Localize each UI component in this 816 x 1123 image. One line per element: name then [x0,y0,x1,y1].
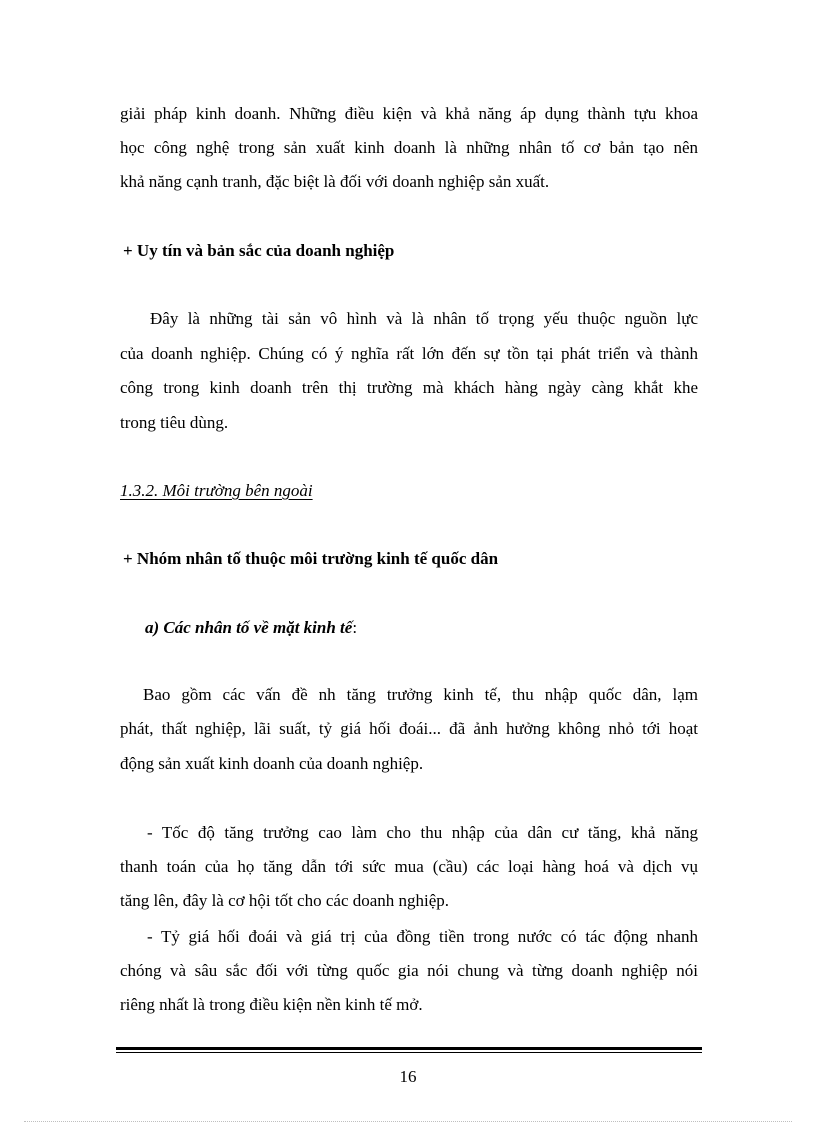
page-boundary-line [24,1121,792,1122]
paragraph-4-line-3: tăng lên, đây là cơ hội tốt cho các doanh nghiệp. [120,891,450,910]
paragraph-4-line-1: - Tốc độ tăng trưởng cao làm cho thu nhập của dân cư tăng, khả năng [147,823,698,842]
paragraph-1-line-3: khả năng cạnh tranh, đặc biệt là đối với doanh nghiệp sản xuất. [120,172,550,191]
paragraph-5-line-1: - Tỷ giá hối đoái và giá trị của đồng tiền trong nước có tác động nhanh [147,927,698,946]
heading-macro-environment: + Nhóm nhân tố thuộc môi trường kinh tế quốc dân [123,549,499,568]
section-title: 1.3.2. Môi trường bên ngoài [120,481,313,500]
footer-rule-thick [116,1047,702,1050]
heading-reputation: + Uy tín và bản sắc của doanh nghiệp [123,241,395,260]
paragraph-4-line-2: thanh toán của họ tăng dẫn tới sức mua (cầu) các loại hàng hoá và dịch vụ [120,857,698,876]
paragraph-5-line-3: riêng nhất là trong điều kiện nền kinh tế mở. [120,995,423,1014]
paragraph-1-line-2: học công nghệ trong sản xuất kinh doanh là những nhân tố cơ bản tạo nên [120,138,698,157]
footer-rule-thin [116,1052,702,1053]
subheading-colon: : [352,618,358,637]
paragraph-3-line-1: Bao gồm các vấn đề nh tăng trưởng kinh tế, thu nhập quốc dân, lạm [143,685,698,704]
paragraph-3-line-2: phát, thất nghiệp, lãi suất, tỷ giá hối đoái... đã ảnh hưởng không nhỏ tới hoạt [120,719,698,738]
page-number: 16 [399,1067,417,1086]
subheading-economic-text: a) Các nhân tố về mặt kinh tế [145,618,353,637]
paragraph-1-line-1: giải pháp kinh doanh. Những điều kiện và khả năng áp dụng thành tựu khoa [120,104,698,123]
paragraph-2-line-1: Đây là những tài sản vô hình và là nhân tố trọng yếu thuộc nguồn lực [150,309,698,328]
paragraph-3-line-3: động sản xuất kinh doanh của doanh nghiệp. [120,754,424,773]
paragraph-5-line-2: chóng và sâu sắc đối với từng quốc gia nói chung và từng doanh nghiệp nói [120,961,698,980]
paragraph-2-line-3: công trong kinh doanh trên thị trường mà khách hàng ngày càng khắt khe [120,378,698,397]
subheading-economic-factors [145,617,723,639]
paragraph-2-line-4: trong tiêu dùng. [120,413,229,432]
paragraph-2-line-2: của doanh nghiệp. Chúng có ý nghĩa rất lớn đến sự tồn tại phát triển và thành [120,344,698,363]
